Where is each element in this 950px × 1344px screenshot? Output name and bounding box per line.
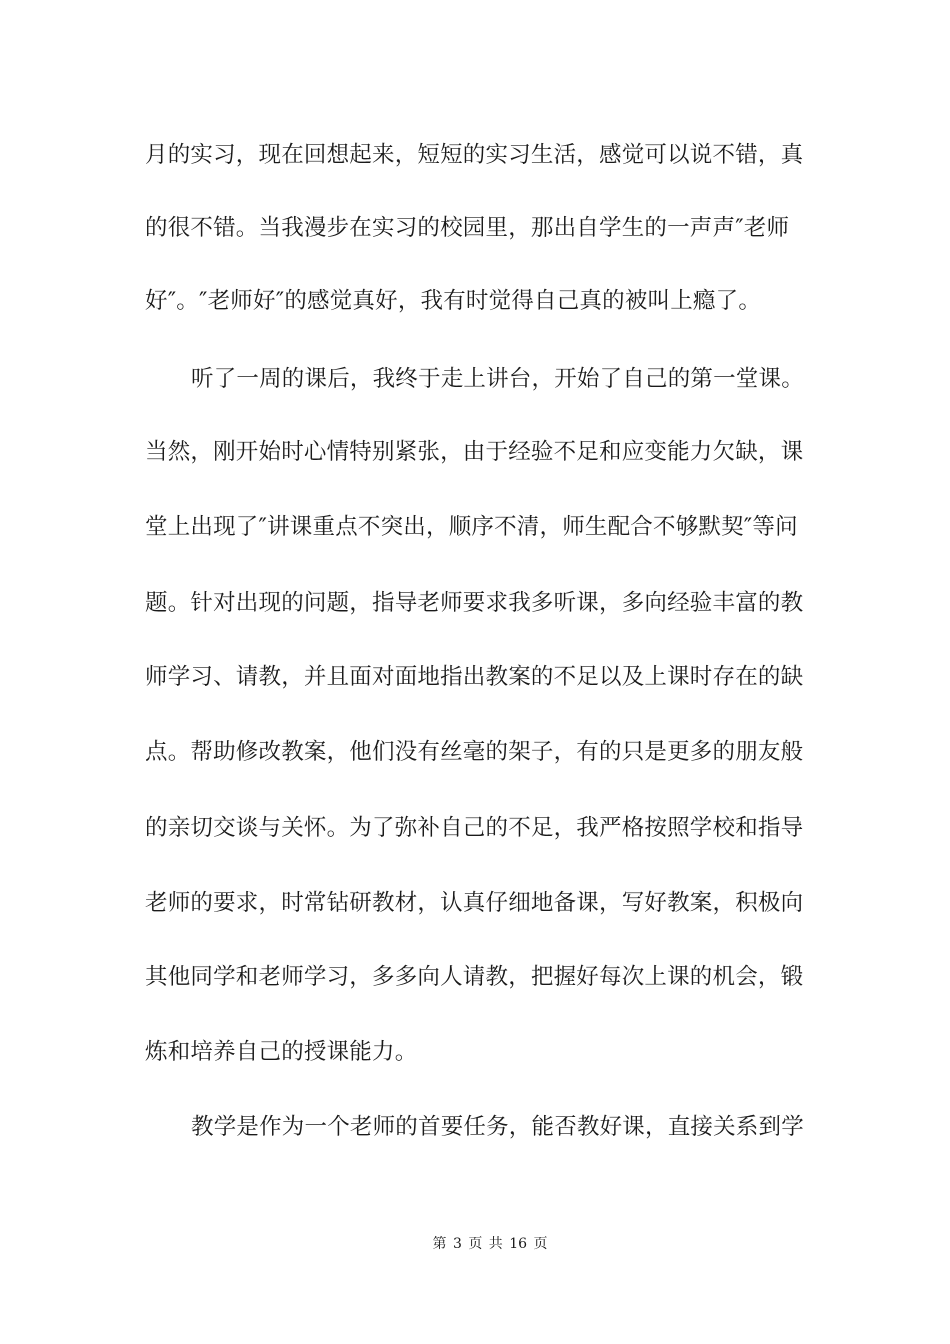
- footer-label: 第: [432, 1236, 447, 1252]
- paragraph-line: 老师的要求，时常钻研教材，认真仔细地备课，写好教案，积极向: [145, 890, 804, 916]
- current-page-number: 3: [452, 1236, 462, 1252]
- total-pages-number: 16: [509, 1236, 528, 1252]
- paragraph-line: 好″。″老师好″的感觉真好，我有时觉得自己真的被叫上瘾了。: [145, 288, 762, 314]
- paragraph-line: 月的实习，现在回想起来，短短的实习生活，感觉可以说不错，真: [145, 142, 804, 168]
- paragraph-line: 炼和培养自己的授课能力。: [145, 1039, 418, 1065]
- paragraph-line: 当然，刚开始时心情特别紧张，由于经验不足和应变能力欠缺，课: [145, 439, 804, 465]
- paragraph-line: 其他同学和老师学习，多多向人请教，把握好每次上课的机会，锻: [145, 964, 804, 990]
- paragraph-line: 的亲切交谈与关怀。为了弥补自己的不足，我严格按照学校和指导: [145, 815, 804, 841]
- paragraph-line: 教学是作为一个老师的首要任务，能否教好课，直接关系到学: [191, 1114, 804, 1140]
- footer-label: 共: [488, 1236, 503, 1252]
- paragraph-line: 堂上出现了″讲课重点不突出，顺序不清，师生配合不够默契″等问: [145, 514, 798, 540]
- paragraph-line: 听了一周的课后，我终于走上讲台，开始了自己的第一堂课。: [191, 366, 804, 392]
- page-footer: [0, 1235, 950, 1253]
- paragraph-line: 题。针对出现的问题，指导老师要求我多听课，多向经验丰富的教: [145, 590, 804, 616]
- footer-label: 页: [533, 1236, 548, 1252]
- paragraph-line: 师学习、请教，并且面对面地指出教案的不足以及上课时存在的缺: [145, 664, 804, 690]
- paragraph-line: 点。帮助修改教案，他们没有丝毫的架子，有的只是更多的朋友般: [145, 739, 804, 765]
- paragraph-line: 的很不错。当我漫步在实习的校园里，那出自学生的一声声″老师: [145, 215, 790, 241]
- footer-label: 页: [468, 1236, 483, 1252]
